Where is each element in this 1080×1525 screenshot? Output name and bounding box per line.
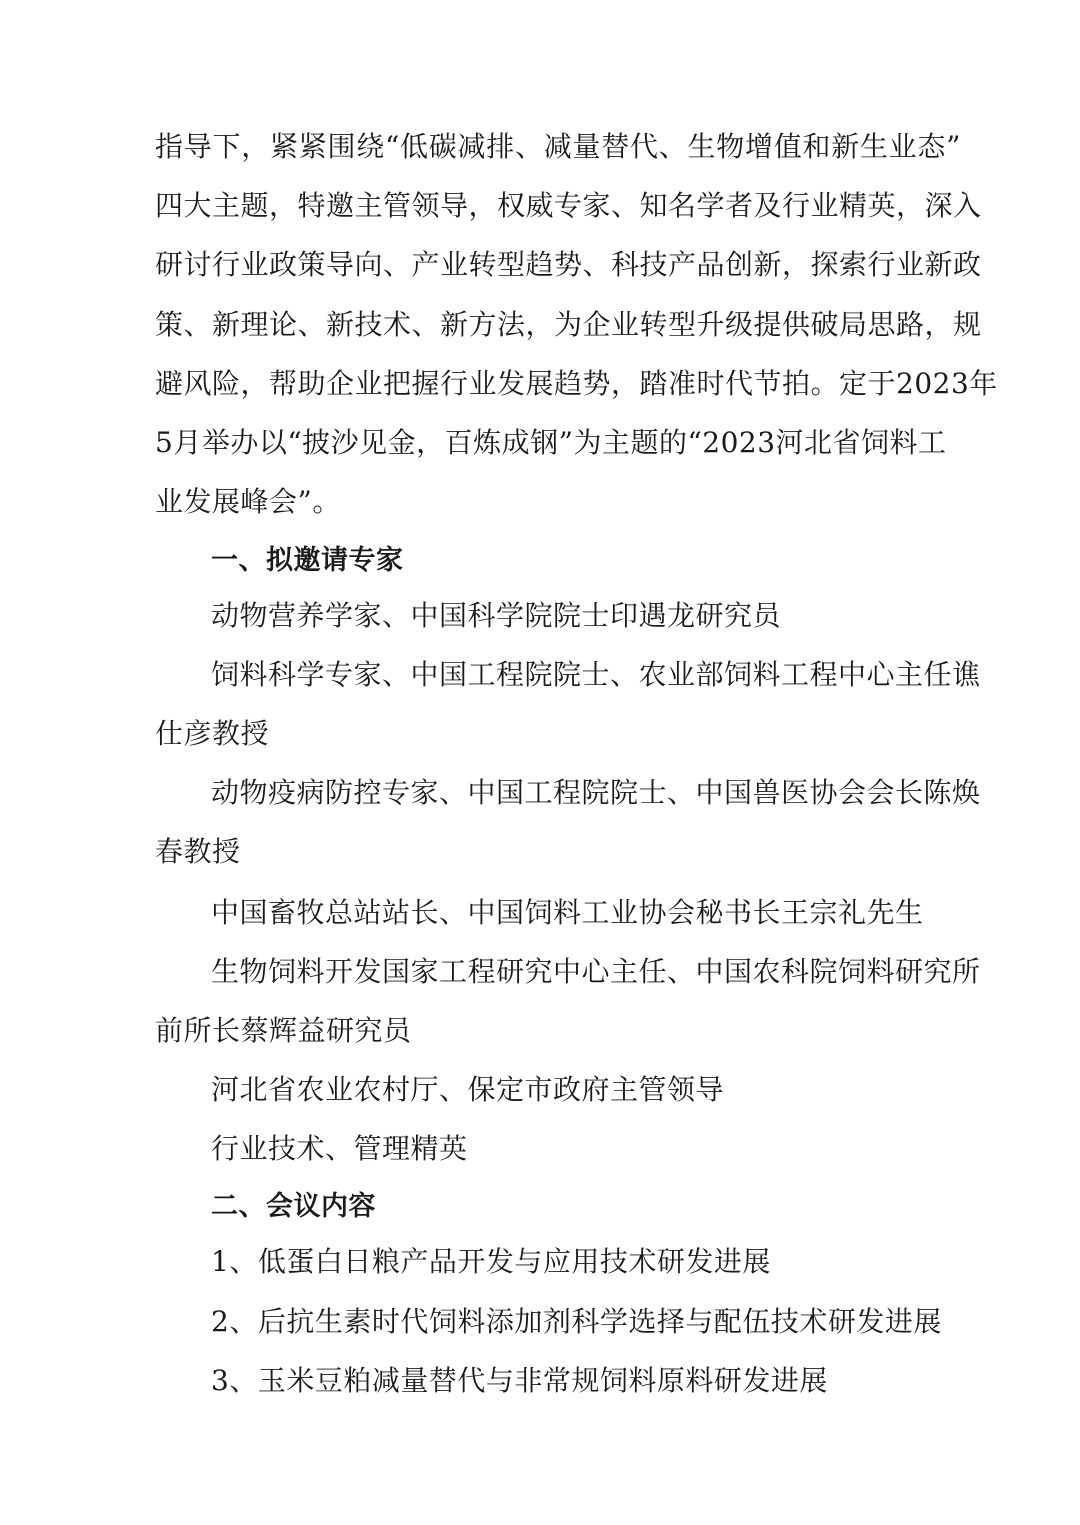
expert-line: 仕彦教授 [155, 717, 270, 750]
content-item: 2、后抗生素时代饲料添加剂科学选择与配伍技术研发进展 [211, 1305, 942, 1338]
content-item: 1、低蛋白日粮产品开发与应用技术研发进展 [211, 1245, 771, 1278]
content-item: 3、玉米豆粕减量替代与非常规饲料原料研发进展 [211, 1364, 828, 1397]
expert-line: 饲料科学专家、中国工程院院士、农业部饲料工程中心主任谯 [211, 658, 981, 691]
intro-line: 研讨行业政策导向、产业转型趋势、科技产品创新，探索行业新政 [155, 248, 982, 281]
intro-line: 5月举办以“披沙见金，百炼成钢”为主题的“2023河北省饲料工 [155, 426, 947, 459]
expert-line: 生物饲料开发国家工程研究中心主任、中国农科院饲料研究所 [211, 955, 981, 988]
expert-line: 动物营养学家、中国科学院院士印遇龙研究员 [211, 599, 782, 632]
expert-line: 前所长蔡辉益研究员 [155, 1014, 412, 1047]
intro-line: 四大主题，特邀主管领导，权威专家、知名学者及行业精英，深入 [155, 189, 982, 222]
section-heading-content: 二、会议内容 [211, 1191, 376, 1222]
expert-line: 河北省农业农村厅、保定市政府主管领导 [211, 1073, 725, 1106]
expert-line: 中国畜牧总站站长、中国饲料工业协会秘书长王宗礼先生 [211, 896, 924, 929]
intro-line: 业发展峰会”。 [155, 485, 341, 518]
intro-line: 策、新理论、新技术、新方法，为企业转型升级提供破局思路，规 [155, 308, 982, 341]
intro-line: 避风险，帮助企业把握行业发展趋势，踏准时代节拍。定于2023年 [155, 367, 998, 400]
expert-line: 动物疫病防控专家、中国工程院院士、中国兽医协会会长陈焕 [211, 776, 981, 809]
expert-line: 行业技术、管理精英 [211, 1132, 468, 1165]
intro-line: 指导下，紧紧围绕“低碳减排、减量替代、生物增值和新生业态” [155, 130, 961, 163]
expert-line: 春教授 [155, 835, 241, 868]
section-heading-experts: 一、拟邀请专家 [211, 545, 404, 576]
